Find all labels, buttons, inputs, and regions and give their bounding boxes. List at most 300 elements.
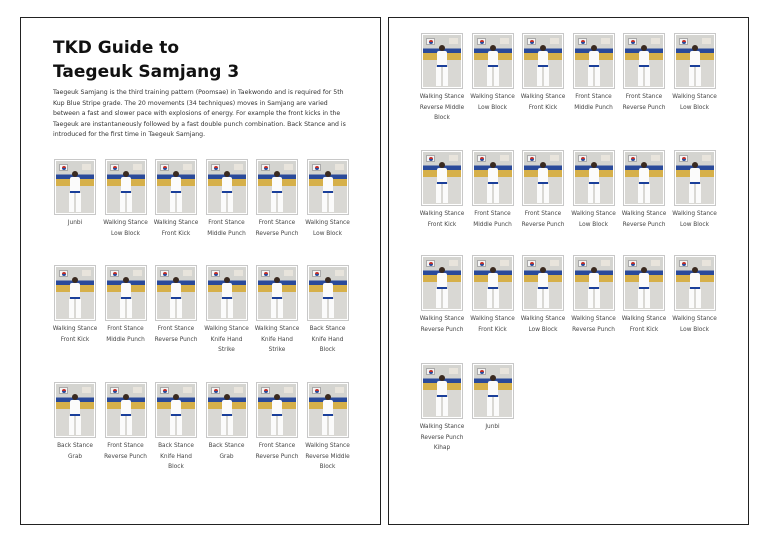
- figure-icon: [219, 277, 235, 319]
- flag-icon: [160, 387, 169, 394]
- move-photo: [421, 363, 463, 419]
- caption-line: Low Block: [478, 104, 507, 111]
- wall-sign: [335, 387, 344, 393]
- caption-line: Knife Hand: [210, 336, 243, 343]
- figure-icon: [687, 162, 703, 204]
- wall-sign: [500, 260, 509, 266]
- caption-line: Reverse Punch: [572, 326, 615, 333]
- caption-line: Block: [319, 347, 336, 353]
- figure-icon: [118, 171, 134, 213]
- move-card: [470, 33, 516, 113]
- move-caption: [672, 209, 718, 230]
- caption-line: Reverse Punch: [420, 434, 464, 441]
- flag-icon: [477, 260, 486, 267]
- figure-icon: [219, 394, 235, 436]
- figure-icon: [586, 267, 602, 309]
- caption-line: Walking Stance: [419, 316, 465, 322]
- wall-sign: [500, 368, 509, 374]
- caption-line: Walking Stance: [571, 316, 616, 322]
- wall-sign: [234, 387, 243, 393]
- figure-icon: [67, 394, 83, 436]
- move-card: [571, 255, 617, 335]
- caption-line: Block: [168, 464, 184, 470]
- flag-icon: [477, 368, 486, 375]
- caption-line: Reverse Punch: [521, 221, 565, 228]
- move-card: [204, 382, 250, 462]
- caption-line: Front Stance: [524, 211, 562, 217]
- wall-sign: [335, 164, 344, 170]
- wall-sign: [284, 387, 293, 393]
- caption-line: Walking Stance: [419, 211, 465, 217]
- figure-icon: [535, 267, 551, 309]
- flag-icon: [578, 260, 587, 267]
- figure-icon: [168, 277, 184, 319]
- caption-line: Front Stance: [474, 211, 511, 217]
- move-card: [672, 33, 718, 113]
- wall-sign: [82, 270, 91, 276]
- wall-sign: [449, 38, 458, 44]
- move-caption: [103, 218, 149, 239]
- caption-line: Reverse Punch: [255, 453, 299, 460]
- page-1: [20, 17, 381, 525]
- caption-line: Low Block: [313, 230, 342, 237]
- wall-sign: [183, 387, 192, 393]
- move-card: [52, 159, 98, 229]
- wall-sign: [82, 387, 91, 393]
- caption-line: Front Stance: [258, 220, 296, 226]
- move-photo: [155, 159, 197, 215]
- flag-icon: [110, 387, 119, 394]
- move-photo: [105, 159, 147, 215]
- move-photo: [623, 255, 665, 311]
- caption-line: Walking Stance: [672, 211, 717, 217]
- caption-line: Low Block: [579, 221, 608, 228]
- caption-line: Walking Stance: [621, 211, 667, 217]
- figure-icon: [320, 394, 336, 436]
- figure-icon: [636, 162, 652, 204]
- flag-icon: [261, 164, 270, 171]
- move-photo: [54, 382, 96, 438]
- flag-icon: [426, 260, 435, 267]
- caption-line: Walking Stance: [153, 220, 199, 226]
- caption-line: Grab: [219, 453, 234, 460]
- wall-sign: [284, 270, 293, 276]
- caption-line: Front Kick: [528, 104, 558, 111]
- move-caption: [470, 422, 516, 433]
- move-caption: [52, 441, 98, 462]
- move-caption: [305, 218, 351, 239]
- move-photo: [674, 33, 716, 89]
- caption-line: Middle Punch: [106, 336, 145, 343]
- caption-line: Low Block: [680, 104, 709, 111]
- flag-icon: [261, 387, 270, 394]
- caption-line: Middle Punch: [207, 230, 246, 237]
- move-card: [254, 382, 300, 462]
- flag-icon: [527, 260, 536, 267]
- flag-icon: [426, 155, 435, 162]
- move-caption: [419, 422, 465, 454]
- wall-sign: [702, 260, 711, 266]
- move-photo: [421, 255, 463, 311]
- move-card: [103, 159, 149, 239]
- move-card: [305, 159, 351, 239]
- caption-line: Front Stance: [258, 443, 296, 449]
- wall-sign: [284, 164, 293, 170]
- move-photo: [256, 382, 298, 438]
- caption-line: Walking Stance: [470, 316, 515, 322]
- caption-line: Back Stance: [57, 443, 93, 449]
- move-photo: [522, 33, 564, 89]
- wall-sign: [234, 270, 243, 276]
- caption-line: Walking Stance: [672, 316, 717, 322]
- figure-icon: [320, 171, 336, 213]
- move-card: [103, 382, 149, 462]
- flag-icon: [477, 38, 486, 45]
- caption-line: Front Kick: [427, 221, 457, 228]
- caption-line: Front Stance: [107, 326, 144, 332]
- move-caption: [672, 92, 718, 113]
- move-caption: [571, 209, 617, 230]
- move-card: [470, 363, 516, 433]
- move-photo: [105, 382, 147, 438]
- caption-line: Walking Stance: [305, 220, 350, 226]
- wall-sign: [449, 260, 458, 266]
- move-card: [52, 265, 98, 345]
- wall-sign: [651, 155, 660, 161]
- move-card: [153, 159, 199, 239]
- move-caption: [470, 314, 516, 335]
- move-photo: [573, 33, 615, 89]
- flag-icon: [527, 38, 536, 45]
- caption-line: Front Stance: [107, 443, 144, 449]
- caption-line: Front Kick: [629, 326, 659, 333]
- move-photo: [206, 265, 248, 321]
- flag-icon: [312, 164, 321, 171]
- move-photo: [206, 382, 248, 438]
- move-caption: [621, 209, 667, 230]
- move-photo: [674, 255, 716, 311]
- flag-icon: [578, 38, 587, 45]
- move-card: [204, 159, 250, 239]
- figure-icon: [535, 162, 551, 204]
- flag-icon: [110, 164, 119, 171]
- move-caption: [419, 314, 465, 335]
- flag-icon: [679, 38, 688, 45]
- figure-icon: [434, 267, 450, 309]
- caption-line: Reverse Middle: [305, 453, 350, 460]
- move-photo: [623, 150, 665, 206]
- caption-line: Front Stance: [625, 94, 663, 100]
- figure-icon: [485, 375, 501, 417]
- caption-line: Front Stance: [157, 326, 195, 332]
- move-photo: [105, 265, 147, 321]
- wall-sign: [500, 155, 509, 161]
- figure-icon: [636, 267, 652, 309]
- move-photo: [155, 382, 197, 438]
- caption-line: Walking Stance: [204, 326, 249, 332]
- wall-sign: [651, 260, 660, 266]
- flag-icon: [211, 164, 220, 171]
- figure-icon: [434, 162, 450, 204]
- title-line-2: Taegeuk Samjang 3: [53, 62, 240, 82]
- caption-line: Back Stance: [208, 443, 245, 449]
- figure-icon: [535, 45, 551, 87]
- flag-icon: [59, 164, 68, 171]
- caption-line: Reverse Punch: [104, 453, 147, 460]
- intro-paragraph: Taegeuk Samjang is the third training pattern (Poomsae) in Taekwondo and is required for 5th Kup Blue Stripe grade. The 20 movements (34 techniques) moves in Samjang are varied between a fast and slower pace with explosions of energy. For example the front kicks in the Taegeuk are instantaneously followed by a fast double punch combination. Back Stance and is introduced for the first time in Taegeuk Samjang.: [53, 89, 346, 138]
- figure-icon: [485, 162, 501, 204]
- move-card: [419, 33, 465, 124]
- move-caption: [204, 441, 250, 462]
- wall-sign: [550, 38, 559, 44]
- caption-line: Front Stance: [208, 220, 245, 226]
- move-photo: [623, 33, 665, 89]
- move-card: [153, 382, 199, 473]
- move-card: [419, 255, 465, 335]
- wall-sign: [449, 155, 458, 161]
- caption-line: Block: [319, 464, 336, 470]
- move-caption: [571, 92, 617, 113]
- move-card: [470, 255, 516, 335]
- move-caption: [672, 314, 718, 335]
- move-photo: [472, 33, 514, 89]
- move-card: [621, 150, 667, 230]
- figure-icon: [485, 45, 501, 87]
- caption-line: Walking Stance: [52, 326, 98, 332]
- move-card: [305, 265, 351, 356]
- wall-sign: [449, 368, 458, 374]
- flag-icon: [628, 260, 637, 267]
- wall-sign: [82, 164, 91, 170]
- flag-icon: [527, 155, 536, 162]
- caption-line: Walking Stance: [470, 94, 515, 100]
- move-caption: [103, 324, 149, 345]
- move-photo: [54, 265, 96, 321]
- move-caption: [419, 209, 465, 230]
- move-caption: [254, 324, 300, 356]
- caption-line: Walking Stance: [520, 94, 566, 100]
- caption-line: Front Kick: [60, 336, 90, 343]
- caption-line: Low Block: [680, 326, 709, 333]
- wall-sign: [702, 155, 711, 161]
- flag-icon: [628, 38, 637, 45]
- figure-icon: [434, 375, 450, 417]
- caption-line: Front Kick: [478, 326, 507, 333]
- figure-icon: [687, 267, 703, 309]
- move-card: [672, 255, 718, 335]
- move-card: [621, 33, 667, 113]
- move-card: [254, 265, 300, 356]
- figure-icon: [118, 277, 134, 319]
- figure-icon: [269, 394, 285, 436]
- move-card: [153, 265, 199, 345]
- caption-line: Front Stance: [575, 94, 612, 100]
- move-caption: [254, 218, 300, 239]
- wall-sign: [601, 260, 610, 266]
- move-photo: [573, 150, 615, 206]
- caption-line: Junbi: [485, 424, 500, 430]
- move-caption: [103, 441, 149, 462]
- caption-line: Strike: [218, 347, 235, 353]
- caption-line: Walking Stance: [672, 94, 717, 100]
- caption-line: Walking Stance: [305, 443, 350, 449]
- wall-sign: [550, 155, 559, 161]
- move-caption: [52, 324, 98, 345]
- move-caption: [305, 324, 351, 356]
- move-card: [470, 150, 516, 230]
- move-photo: [421, 150, 463, 206]
- wall-sign: [601, 155, 610, 161]
- move-photo: [54, 159, 96, 215]
- figure-icon: [636, 45, 652, 87]
- caption-line: Back Stance: [158, 443, 194, 449]
- caption-line: Knife Hand: [261, 336, 293, 343]
- move-caption: [52, 218, 98, 229]
- move-photo: [522, 255, 564, 311]
- caption-line: Reverse Punch: [154, 336, 198, 343]
- move-card: [672, 150, 718, 230]
- caption-line: Low Block: [528, 326, 558, 333]
- move-photo: [472, 363, 514, 419]
- caption-line: Reverse Punch: [420, 326, 464, 333]
- page-title: [53, 36, 239, 84]
- move-photo: [307, 265, 349, 321]
- move-card: [520, 150, 566, 230]
- caption-line: Knife Hand: [160, 453, 192, 460]
- move-card: [204, 265, 250, 356]
- flag-icon: [312, 387, 321, 394]
- move-caption: [254, 441, 300, 462]
- flag-icon: [628, 155, 637, 162]
- flag-icon: [211, 387, 220, 394]
- caption-line: Back Stance: [309, 326, 346, 332]
- move-caption: [470, 92, 516, 113]
- flag-icon: [59, 270, 68, 277]
- move-photo: [472, 255, 514, 311]
- caption-line: Walking Stance: [571, 211, 616, 217]
- caption-line: Walking Stance: [520, 316, 566, 322]
- wall-sign: [335, 270, 344, 276]
- move-photo: [206, 159, 248, 215]
- caption-line: Junbi: [67, 220, 83, 226]
- figure-icon: [434, 45, 450, 87]
- figure-icon: [320, 277, 336, 319]
- move-photo: [472, 150, 514, 206]
- move-card: [520, 33, 566, 113]
- figure-icon: [219, 171, 235, 213]
- move-photo: [674, 150, 716, 206]
- move-card: [52, 382, 98, 462]
- figure-icon: [687, 45, 703, 87]
- move-card: [571, 150, 617, 230]
- figure-icon: [269, 277, 285, 319]
- caption-line: Block: [434, 115, 450, 121]
- flag-icon: [426, 368, 435, 375]
- flag-icon: [477, 155, 486, 162]
- caption-line: Middle Punch: [473, 221, 512, 228]
- caption-line: Walking Stance: [419, 94, 465, 100]
- caption-line: Walking Stance: [419, 424, 465, 430]
- move-card: [103, 265, 149, 345]
- flag-icon: [59, 387, 68, 394]
- move-caption: [153, 324, 199, 345]
- move-photo: [307, 382, 349, 438]
- move-card: [571, 33, 617, 113]
- move-card: [305, 382, 351, 473]
- title-line-1: TKD Guide to: [53, 38, 180, 58]
- move-caption: [520, 209, 566, 230]
- move-photo: [256, 265, 298, 321]
- move-caption: [470, 209, 516, 230]
- wall-sign: [133, 164, 142, 170]
- flag-icon: [679, 155, 688, 162]
- move-photo: [155, 265, 197, 321]
- figure-icon: [118, 394, 134, 436]
- wall-sign: [133, 270, 142, 276]
- caption-line: Reverse Punch: [622, 221, 666, 228]
- caption-line: Walking Stance: [621, 316, 667, 322]
- move-caption: [571, 314, 617, 335]
- flag-icon: [211, 270, 220, 277]
- move-card: [419, 363, 465, 454]
- move-caption: [621, 92, 667, 113]
- move-photo: [573, 255, 615, 311]
- flag-icon: [679, 260, 688, 267]
- move-caption: [419, 92, 465, 124]
- caption-line: Grab: [67, 453, 83, 460]
- wall-sign: [651, 38, 660, 44]
- caption-line: Knife Hand: [311, 336, 344, 343]
- wall-sign: [601, 38, 610, 44]
- wall-sign: [550, 260, 559, 266]
- caption-line: Kihap: [433, 445, 451, 451]
- caption-line: Strike: [268, 347, 286, 353]
- move-caption: [621, 314, 667, 335]
- caption-line: Front Kick: [161, 230, 191, 237]
- caption-line: Middle Punch: [574, 104, 613, 111]
- flag-icon: [160, 270, 169, 277]
- figure-icon: [586, 162, 602, 204]
- wall-sign: [702, 38, 711, 44]
- caption-line: Low Block: [680, 221, 709, 228]
- figure-icon: [269, 171, 285, 213]
- page-2: [388, 17, 749, 525]
- wall-sign: [183, 270, 192, 276]
- move-photo: [421, 33, 463, 89]
- figure-icon: [67, 171, 83, 213]
- move-caption: [305, 441, 351, 473]
- figure-icon: [586, 45, 602, 87]
- flag-icon: [578, 155, 587, 162]
- figure-icon: [168, 171, 184, 213]
- wall-sign: [133, 387, 142, 393]
- caption-line: Reverse Punch: [255, 230, 299, 237]
- move-photo: [307, 159, 349, 215]
- caption-line: Walking Stance: [254, 326, 300, 332]
- move-caption: [204, 324, 250, 356]
- wall-sign: [234, 164, 243, 170]
- figure-icon: [485, 267, 501, 309]
- flag-icon: [110, 270, 119, 277]
- figure-icon: [168, 394, 184, 436]
- flag-icon: [261, 270, 270, 277]
- flag-icon: [312, 270, 321, 277]
- figure-icon: [67, 277, 83, 319]
- flag-icon: [160, 164, 169, 171]
- wall-sign: [500, 38, 509, 44]
- caption-line: Reverse Punch: [622, 104, 666, 111]
- move-caption: [520, 314, 566, 335]
